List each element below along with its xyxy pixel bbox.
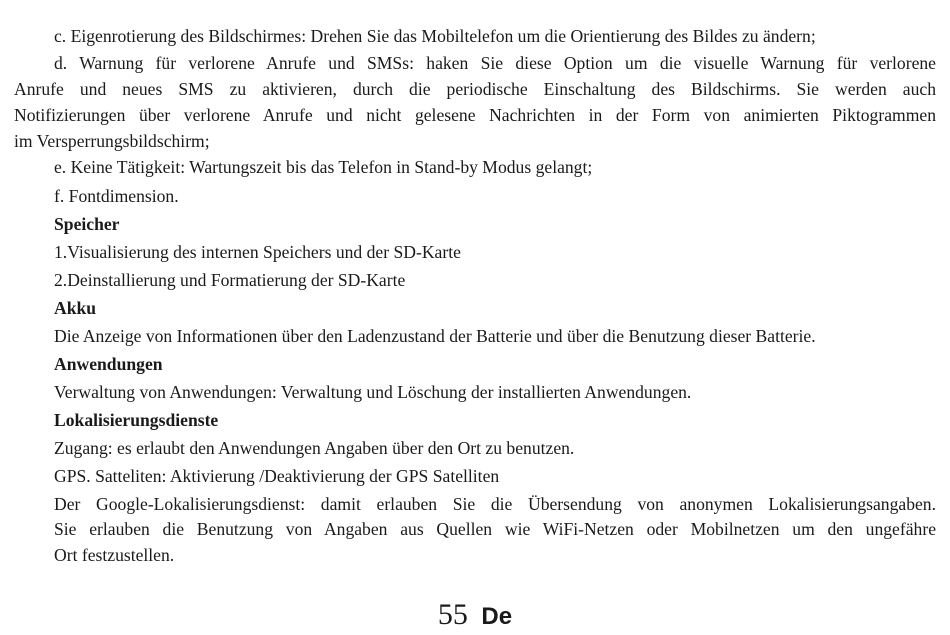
settings-item-d-line2: Anrufe und neues SMS zu aktivieren, durch die periodische Einschaltung des Bildschirms. Sie werden auch [14,79,936,99]
location-gps: GPS. Satteliten: Aktivierung /Deaktivierung der GPS Satelliten [54,466,500,486]
language-label: De [481,603,513,630]
location-access: Zugang: es erlaubt den Anwendungen Angaben über den Ort zu benutzen. [54,438,575,458]
battery-text: Die Anzeige von Informationen über den Ladenzustand der Batterie und über die Benutzung dieser Batterie. [54,326,816,346]
location-google-line2: Sie erlauben die Benutzung von Angaben aus Quellen wie WiFi-Netzen oder Mobilnetzen um den ungefähre [54,519,936,539]
apps-text: Verwaltung von Anwendungen: Verwaltung und Löschung der installierten Anwendungen. [54,382,692,402]
battery-heading: Akku [54,298,97,318]
settings-item-e: e. Keine Tätigkeit: Wartungszeit bis das Telefon in Stand-by Modus gelangt; [54,157,593,177]
settings-item-d-line4: im Versperrungsbildschirm; [14,131,210,151]
page-footer [0,597,950,635]
settings-item-f: f. Fontdimension. [54,186,179,206]
storage-heading: Speicher [54,214,120,234]
apps-heading: Anwendungen [54,354,163,374]
location-heading: Lokalisierungsdienste [54,410,219,430]
storage-item-2: 2.Deinstallierung und Formatierung der SD-Karte [54,270,406,290]
settings-item-d-line3: Notifizierungen über verlorene Anrufe und nicht gelesene Nachrichten in der Form von animierten Piktogrammen [14,105,936,125]
page-number: 55 [437,598,468,631]
location-google-line3: Ort festzustellen. [54,545,175,565]
location-google-line1: Der Google-Lokalisierungsdienst: damit erlauben Sie die Übersendung von anonymen Lokalisierungsangaben. [54,494,936,514]
settings-item-c: c. Eigenrotierung des Bildschirmes: Drehen Sie das Mobiltelefon um die Orientierung des Bildes zu ändern; [54,26,816,46]
storage-item-1: 1.Visualisierung des internen Speichers und der SD-Karte [54,242,461,262]
settings-item-d-line1: d. Warnung für verlorene Anrufe und SMSs: haken Sie diese Option um die visuelle Warnung für verlorene [54,53,936,73]
